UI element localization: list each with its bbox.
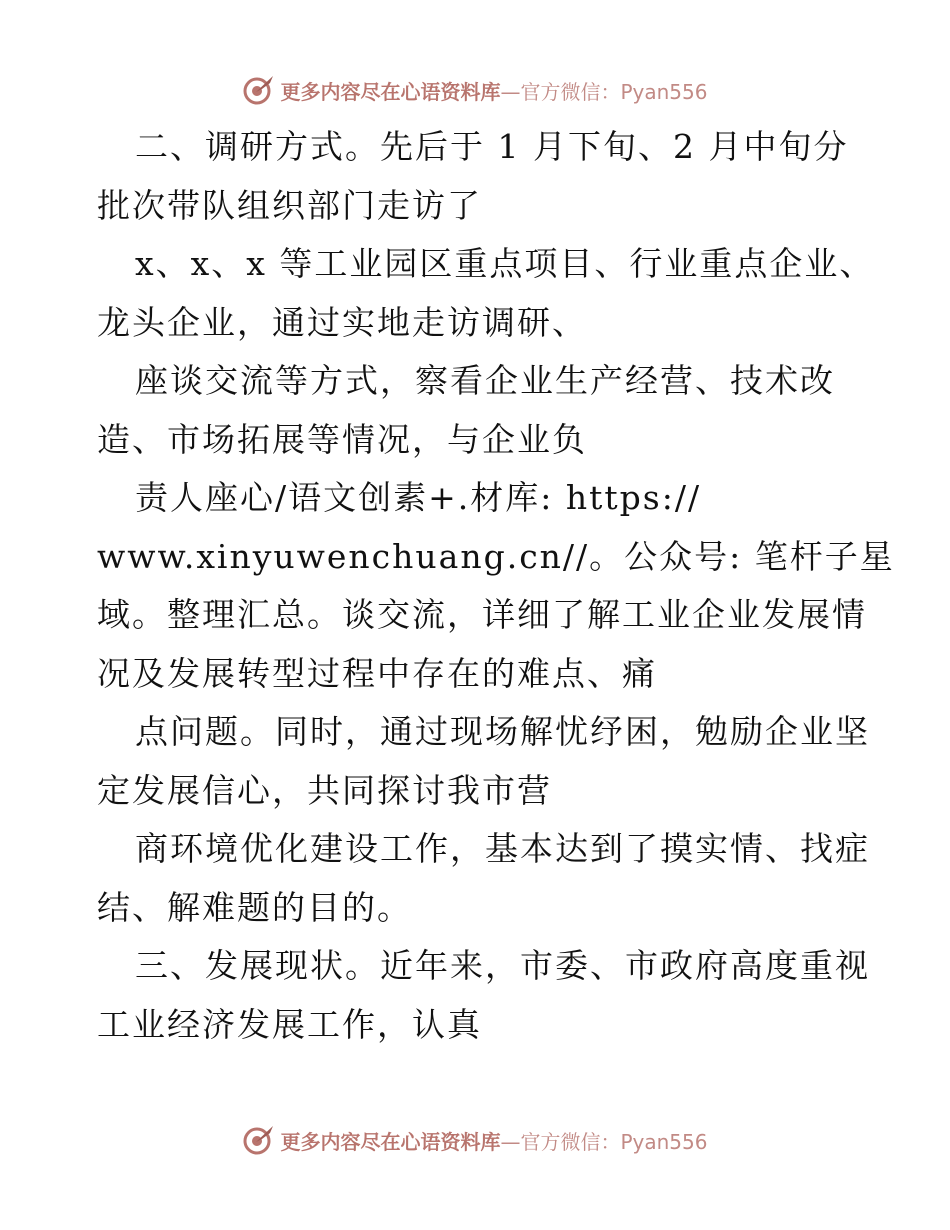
quill-seal-icon (242, 1123, 276, 1157)
header-watermark (0, 70, 950, 110)
text-line: 造、市场拓展等情况，与企业负 (97, 419, 587, 459)
watermark-sub-text: —官方微信：Pyan556 (500, 79, 708, 104)
watermark-main-text: 更多内容尽在心语资料库 (280, 79, 501, 104)
text-line: 二、调研方式。先后于 1 月下旬、2 月中旬分 (135, 127, 849, 166)
text-line: x、x、x 等工业园区重点项目、行业重点企业、 (135, 244, 875, 283)
text-line: 结、解难题的目的。 (97, 887, 412, 927)
text-line: 域。整理汇总。谈交流，详细了解工业企业发展情 (97, 595, 867, 634)
text-line: www.xinyuwenchuang.cn//。公众号: 笔杆子星 (97, 536, 895, 576)
text-line: 工业经济发展工作，认真 (97, 1004, 482, 1044)
quill-seal-icon (242, 73, 276, 107)
text-line: 责人座心/语文创素+.材库: https:// (135, 478, 702, 517)
text-line: 三、发展现状。近年来，市委、市政府高度重视 (135, 946, 870, 985)
text-line: 点问题。同时，通过现场解忧纾困，勉励企业坚 (135, 712, 870, 751)
text-line: 座谈交流等方式，察看企业生产经营、技术改 (135, 361, 835, 400)
watermark-main-text: 更多内容尽在心语资料库 (280, 1129, 501, 1154)
text-line: 况及发展转型过程中存在的难点、痛 (97, 653, 657, 693)
text-line: 批次带队组织部门走访了 (97, 185, 482, 225)
text-line: 定发展信心，共同探讨我市营 (97, 770, 552, 810)
document-body (97, 118, 895, 1054)
footer-watermark (0, 1120, 950, 1160)
watermark-sub-text: —官方微信：Pyan556 (500, 1129, 708, 1154)
text-line: 龙头企业，通过实地走访调研、 (97, 302, 587, 342)
text-line: 商环境优化建设工作，基本达到了摸实情、找症 (135, 829, 870, 868)
